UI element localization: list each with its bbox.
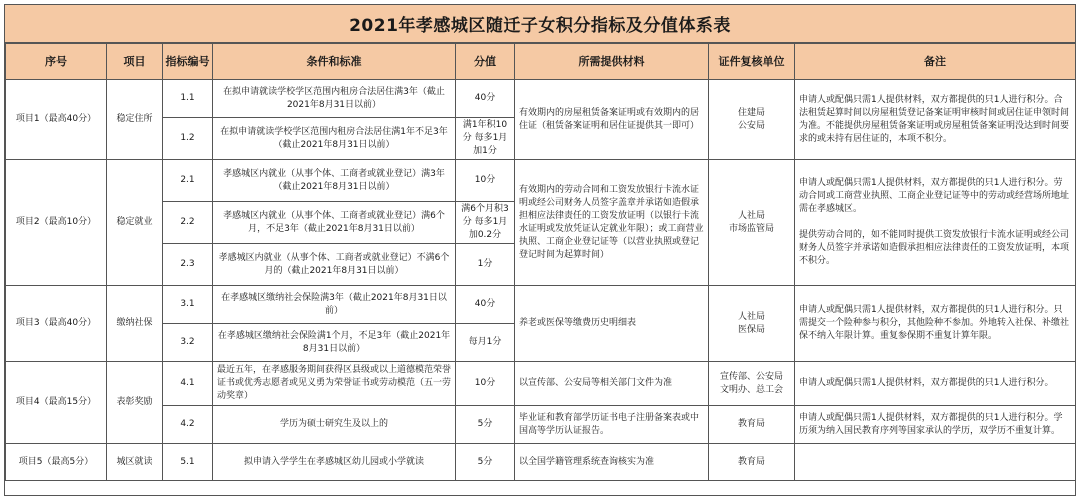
remark-paragraph: 申请人或配偶只需1人提供材料，双方都提供的只1人进行积分。劳动合同或工商营业执照、工商企业登记证等中的劳动或经营场所地址需在孝感城区。 xyxy=(799,178,1070,214)
condition-cell: 在拟申请就读学校学区范围内租房合法居住满1年不足3年（截止2021年8月31日以前） xyxy=(213,118,456,160)
condition-cell: 最近五年，在孝感服务期间获得区县级或以上道德模范荣誉证书或优秀志愿者或见义勇为荣誉证书或劳动模范（五一劳动奖章） xyxy=(213,362,456,406)
condition-cell: 在孝感城区缴纳社会保险满1个月，不足3年（截止2021年8月31日以前） xyxy=(213,324,456,362)
units-cell xyxy=(709,160,795,286)
score-cell: 40分 xyxy=(456,286,515,324)
code-cell: 2.2 xyxy=(163,202,213,244)
units-cell xyxy=(709,286,795,362)
condition-cell: 在拟申请就读学校学区范围内租房合法居住满3年（截止2021年8月31日以前） xyxy=(213,80,456,118)
code-cell: 1.2 xyxy=(163,118,213,160)
header-seq: 序号 xyxy=(6,44,107,80)
materials-cell: 养老或医保等缴费历史明细表 xyxy=(515,286,709,362)
score-table-sheet xyxy=(4,4,1076,496)
remark-paragraph: 提供劳动合同的，如不能同时提供工资发放银行卡流水证明或经公司财务人员签字并承诺如造假承担相应法律责任的工资发放证明，本项不积分。 xyxy=(799,230,1070,266)
score-table xyxy=(5,43,1076,481)
units-cell: 教育局 xyxy=(709,444,795,481)
table-row xyxy=(6,286,1076,324)
remarks-cell: 申请人或配偶只需1人提供材料，双方都提供的只1人进行积分。学历须为纳入国民教育序列等国家承认的学历，双学历不重复计算。 xyxy=(795,406,1076,444)
score-cell: 10分 xyxy=(456,160,515,202)
project-cell: 城区就读 xyxy=(107,444,163,481)
seq-cell: 项目1（最高40分） xyxy=(6,80,107,160)
table-title: 2021年孝感城区随迁子女积分指标及分值体系表 xyxy=(5,5,1075,43)
header-units: 证件复核单位 xyxy=(709,44,795,80)
score-cell: 40分 xyxy=(456,80,515,118)
condition-cell: 孝感城区内就业（从事个体、工商者或就业登记）满6个月，不足3年（截止2021年8月31日以前） xyxy=(213,202,456,244)
project-cell: 缴纳社保 xyxy=(107,286,163,362)
seq-cell: 项目5（最高5分） xyxy=(6,444,107,481)
units-cell xyxy=(709,80,795,160)
code-cell: 5.1 xyxy=(163,444,213,481)
code-cell: 3.1 xyxy=(163,286,213,324)
table-row xyxy=(6,80,1076,118)
code-cell: 3.2 xyxy=(163,324,213,362)
remarks-cell: 申请人或配偶只需1人提供材料，双方都提供的只1人进行积分。只需提交一个险种参与积分，其他险种不参加。外地转入社保、补缴社保不纳入年限计算。重复参保期不重复计算年限。 xyxy=(795,286,1076,362)
table-row xyxy=(6,160,1076,202)
score-cell: 5分 xyxy=(456,444,515,481)
materials-cell: 有效期内的劳动合同和工资发放银行卡流水证明或经公司财务人员签字盖章并承诺如造假承担相应法律责任的工资发放证明（以银行卡流水证明或发放凭证认定就业年限）；或工商营业执照、工商企业登记证等（以营业执照或登记登记时间为起算时间） xyxy=(515,160,709,286)
materials-cell: 有效期内的房屋租赁备案证明或有效期内的居住证（租赁备案证明和居住证提供其一即可） xyxy=(515,80,709,160)
condition-cell: 孝感城区内就业（从事个体、工商者或就业登记）不满6个月的（截止2021年8月31日以前） xyxy=(213,244,456,286)
remarks-cell: 申请人或配偶只需1人提供材料，双方都提供的只1人进行积分。合法租赁起算时间以房屋租赁登记备案证明审核时间或居住证申领时间为准。不能提供房屋租赁备案证明或房屋租赁备案证明没达到时间要求的或未持有居住证的，本项不积分。 xyxy=(795,80,1076,160)
units-cell: 教育局 xyxy=(709,406,795,444)
remarks-cell xyxy=(795,444,1076,481)
table-row xyxy=(6,362,1076,406)
header-code: 指标编号 xyxy=(163,44,213,80)
materials-cell: 以宣传部、公安局等相关部门文件为准 xyxy=(515,362,709,406)
score-cell: 10分 xyxy=(456,362,515,406)
code-cell: 1.1 xyxy=(163,80,213,118)
project-cell: 稳定就业 xyxy=(107,160,163,286)
header-row xyxy=(6,44,1076,80)
header-project: 项目 xyxy=(107,44,163,80)
unit-line: 市场监管局 xyxy=(728,223,774,234)
score-cell: 满6个月积3分 每多1月加0.2分 xyxy=(456,202,515,244)
unit-line: 人社局 xyxy=(737,311,765,322)
materials-cell: 毕业证和教育部学历证书电子注册备案表或中国高等学历认证报告。 xyxy=(515,406,709,444)
unit-line: 住建局 xyxy=(737,107,765,118)
materials-cell: 以全国学籍管理系统查询核实为准 xyxy=(515,444,709,481)
unit-line: 文明办、总工会 xyxy=(719,384,783,395)
header-materials: 所需提供材料 xyxy=(515,44,709,80)
score-cell: 每月1分 xyxy=(456,324,515,362)
score-cell: 满1年积10分 每多1月加1分 xyxy=(456,118,515,160)
unit-line: 公安局 xyxy=(737,120,765,131)
table-row xyxy=(6,444,1076,481)
seq-cell: 项目3（最高40分） xyxy=(6,286,107,362)
unit-line: 医保局 xyxy=(737,324,765,335)
seq-cell: 项目4（最高15分） xyxy=(6,362,107,444)
score-cell: 1分 xyxy=(456,244,515,286)
units-cell xyxy=(709,362,795,406)
code-cell: 2.1 xyxy=(163,160,213,202)
score-cell: 5分 xyxy=(456,406,515,444)
code-cell: 2.3 xyxy=(163,244,213,286)
condition-cell: 学历为硕士研究生及以上的 xyxy=(213,406,456,444)
header-score: 分值 xyxy=(456,44,515,80)
code-cell: 4.2 xyxy=(163,406,213,444)
condition-cell: 孝感城区内就业（从事个体、工商者或就业登记）满3年（截止2021年8月31日以前） xyxy=(213,160,456,202)
project-cell: 稳定住所 xyxy=(107,80,163,160)
header-remarks: 备注 xyxy=(795,44,1076,80)
unit-line: 宣传部、公安局 xyxy=(719,371,783,382)
header-condition: 条件和标准 xyxy=(213,44,456,80)
project-cell: 表彰奖励 xyxy=(107,362,163,444)
seq-cell: 项目2（最高10分） xyxy=(6,160,107,286)
condition-cell: 拟申请入学学生在孝感城区幼儿园或小学就读 xyxy=(213,444,456,481)
unit-line: 人社局 xyxy=(737,210,765,221)
remarks-cell xyxy=(795,160,1076,286)
table-row xyxy=(6,406,1076,444)
remarks-cell: 申请人或配偶只需1人提供材料，双方都提供的只1人进行积分。 xyxy=(795,362,1076,406)
condition-cell: 在孝感城区缴纳社会保险满3年（截止2021年8月31日以前） xyxy=(213,286,456,324)
code-cell: 4.1 xyxy=(163,362,213,406)
